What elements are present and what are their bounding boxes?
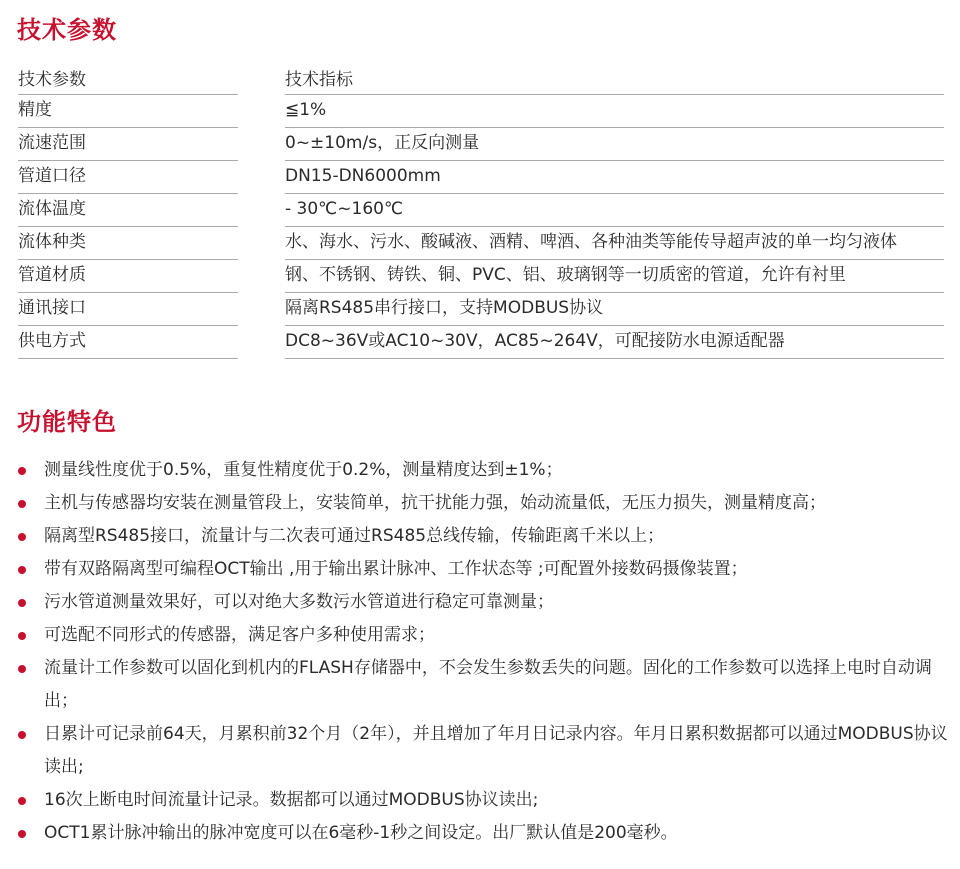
feature-item <box>18 718 948 784</box>
bullet-dot-icon <box>18 467 26 475</box>
bullet-dot-icon <box>18 632 26 640</box>
feature-item <box>18 652 948 718</box>
feature-text: OCT1累计脉冲输出的脉冲宽度可以在6毫秒-1秒之间设定。出厂默认值是200毫秒。 <box>44 823 678 843</box>
spec-value: 隔离RS485串行接口，支持MODBUS协议 <box>285 293 944 326</box>
feature-item <box>18 586 948 619</box>
bullet-dot-icon <box>18 731 26 739</box>
spec-row-pipe-diameter <box>18 161 944 194</box>
spec-row-accuracy <box>18 95 944 128</box>
feature-text: 主机与传感器均安装在测量管段上，安装简单，抗干扰能力强，始动流量低，无压力损失，测量精度高； <box>44 493 826 513</box>
spec-value: ≦1% <box>285 95 944 128</box>
features-section-title: 功能特色 <box>17 408 117 436</box>
feature-item <box>18 619 948 652</box>
spec-key: 流体温度 <box>18 194 238 227</box>
specs-section-title: 技术参数 <box>17 16 117 44</box>
feature-text: 流量计工作参数可以固化到机内的FLASH存储器中，不会发生参数丢失的问题。固化的工作参数可以选择上电时自动调出； <box>44 658 932 711</box>
spec-value: - 30℃~160℃ <box>285 194 944 227</box>
spec-value: 水、海水、污水、酸碱液、酒精、啤酒、各种油类等能传导超声波的单一均匀液体 <box>285 227 944 260</box>
spec-row-fluid-type <box>18 227 944 260</box>
spec-key: 流体种类 <box>18 227 238 260</box>
feature-item <box>18 487 948 520</box>
spec-value: 钢、不锈钢、铸铁、铜、PVC、铝、玻璃钢等一切质密的管道，允许有衬里 <box>285 260 944 293</box>
bullet-dot-icon <box>18 830 26 838</box>
feature-text: 日累计可记录前64天，月累积前32个月（2年），并且增加了年月日记录内容。年月日累积数据都可以通过MODBUS协议读出; <box>44 724 948 777</box>
feature-text: 带有双路隔离型可编程OCT输出 ,用于输出累计脉冲、工作状态等 ;可配置外接数码摄像装置； <box>44 559 748 579</box>
feature-item <box>18 520 948 553</box>
spec-row-pipe-material <box>18 260 944 293</box>
feature-item <box>18 784 948 817</box>
spec-table-header <box>18 65 944 95</box>
bullet-dot-icon <box>18 797 26 805</box>
feature-item <box>18 454 948 487</box>
bullet-dot-icon <box>18 665 26 673</box>
bullet-dot-icon <box>18 500 26 508</box>
bullet-dot-icon <box>18 533 26 541</box>
spec-key: 流速范围 <box>18 128 238 161</box>
spec-header-value: 技术指标 <box>285 65 944 95</box>
feature-text: 16次上断电时间流量计记录。数据都可以通过MODBUS协议读出; <box>44 790 539 810</box>
spec-value: DN15-DN6000mm <box>285 161 944 194</box>
spec-key: 通讯接口 <box>18 293 238 326</box>
feature-list <box>18 454 948 850</box>
spec-row-power-supply <box>18 326 944 359</box>
feature-text: 可选配不同形式的传感器，满足客户多种使用需求； <box>44 625 435 645</box>
spec-key: 精度 <box>18 95 238 128</box>
spec-value: DC8~36V或AC10~30V，AC85~264V，可配接防水电源适配器 <box>285 326 944 359</box>
feature-item <box>18 553 948 586</box>
spec-key: 管道材质 <box>18 260 238 293</box>
spec-key: 供电方式 <box>18 326 238 359</box>
feature-text: 污水管道测量效果好，可以对绝大多数污水管道进行稳定可靠测量； <box>44 592 554 612</box>
spec-header-key: 技术参数 <box>18 65 238 95</box>
spec-row-velocity-range <box>18 128 944 161</box>
feature-item <box>18 817 948 850</box>
spec-row-fluid-temperature <box>18 194 944 227</box>
spec-table <box>18 65 944 359</box>
feature-text: 测量线性度优于0.5%，重复性精度优于0.2%，测量精度达到±1%； <box>44 460 563 480</box>
bullet-dot-icon <box>18 599 26 607</box>
spec-value: 0~±10m/s，正反向测量 <box>285 128 944 161</box>
spec-row-comm-interface <box>18 293 944 326</box>
spec-key: 管道口径 <box>18 161 238 194</box>
feature-text: 隔离型RS485接口，流量计与二次表可通过RS485总线传输，传输距离千米以上； <box>44 526 665 546</box>
bullet-dot-icon <box>18 566 26 574</box>
